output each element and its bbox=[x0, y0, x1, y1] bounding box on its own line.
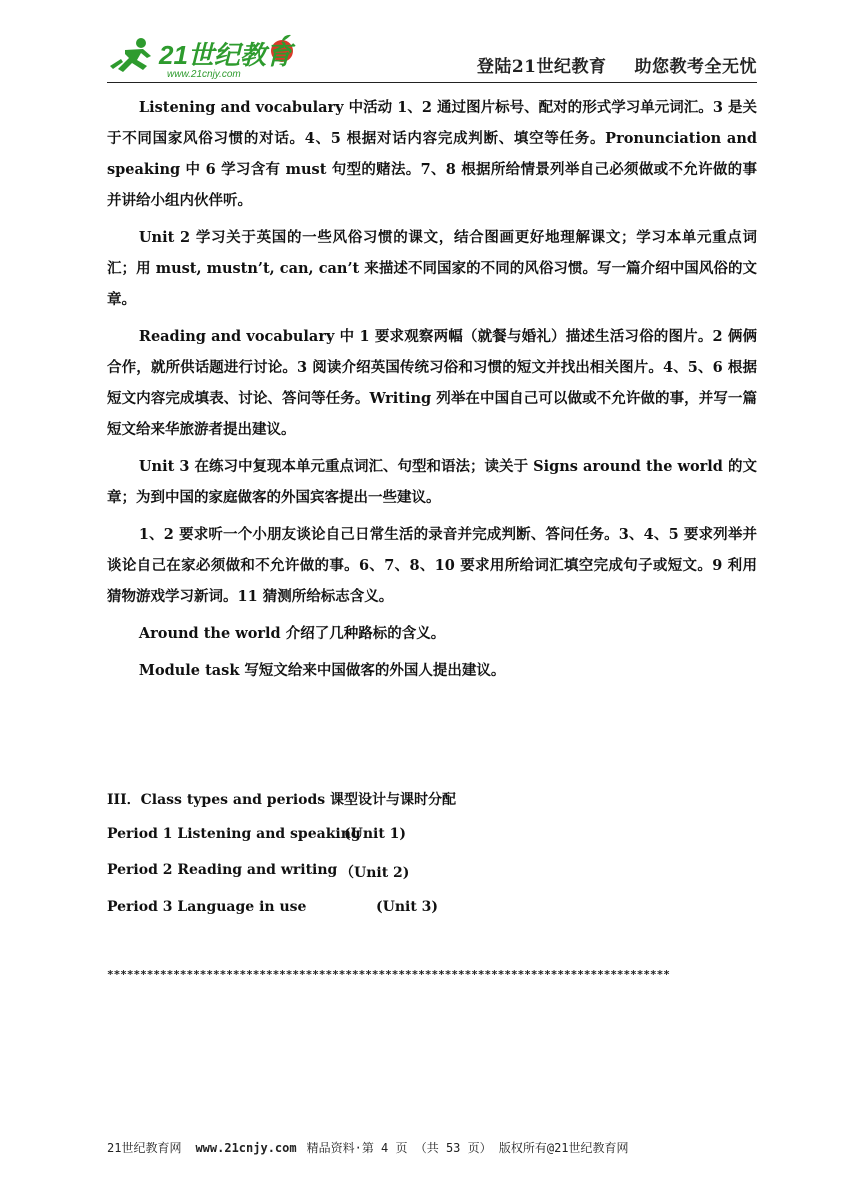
period-unit: (Unit 3) bbox=[376, 899, 439, 915]
paragraph-listening-vocabulary: Listening and vocabulary 中活动 1、2 通过图片标号、配对的形式学习单元词汇。3 是关于不同国家风俗习惯的对话。4、5 根据对话内容完成判断、填空等任务。Pronunciation and speaking 中 6 学习含有 must 句型的赌法。7、8 根据所给情景列举自己必须做或不允许做的事并讲给小组内伙伴听。 bbox=[107, 99, 757, 209]
footer-site-name: 21世纪教育网 bbox=[107, 1141, 182, 1155]
module-description bbox=[107, 92, 757, 692]
paragraph-module-task: Module task 写短文给来中国做客的外国人提出建议。 bbox=[138, 662, 506, 679]
paragraph-around-the-world: Around the world 介绍了几种路标的含义。 bbox=[138, 625, 446, 642]
section-heading: III．Class types and periods 课型设计与课时分配 bbox=[107, 792, 457, 808]
paragraph-unit-2: Unit 2 学习关于英国的一些风俗习惯的课文，结合图画更好地理解课文；学习本单元重点词汇；用 must, mustn’t, can, can’t 来描述不同国家的不同的风俗习惯。写一篇介绍中国风俗的文章。 bbox=[107, 229, 757, 308]
period-row bbox=[107, 899, 757, 915]
slogan-login: 登陆21世纪教育 bbox=[476, 57, 607, 77]
running-figure-icon bbox=[110, 38, 151, 72]
page-footer bbox=[107, 1139, 629, 1156]
period-row bbox=[107, 862, 757, 881]
period-name: Period 3 Language in use bbox=[107, 899, 307, 915]
header-slogan bbox=[477, 52, 757, 77]
period-name: Period 2 Reading and writing bbox=[107, 862, 338, 878]
footer-url: www.21cnjy.com bbox=[195, 1141, 297, 1155]
period-row bbox=[107, 826, 757, 842]
period-unit: (Unit 1) bbox=[344, 826, 407, 842]
page-header bbox=[107, 30, 757, 83]
svg-text:www.21cnjy.com: www.21cnjy.com bbox=[167, 69, 241, 80]
paragraph-activities: 1、2 要求听一个小朋友谈论自己日常生活的录音并完成判断、答问任务。3、4、5 要求列举并谈论自己在家必须做和不允许做的事。6、7、8、10 要求用所给词汇填空完成句子或短文。9 利用猜物游戏学习新词。11 猜测所给标志含义。 bbox=[107, 526, 757, 605]
site-logo bbox=[107, 32, 307, 80]
period-name: Period 1 Listening and speaking bbox=[107, 826, 361, 842]
period-unit: （Unit 2) bbox=[340, 865, 410, 881]
paragraph-unit-3: Unit 3 在练习中复现本单元重点词汇、句型和语法；读关于 Signs around the world 的文章；为到中国的家庭做客的外国宾客提出一些建议。 bbox=[107, 458, 757, 506]
logo-graphic bbox=[107, 32, 307, 80]
paragraph-reading-vocabulary: Reading and vocabulary 中 1 要求观察两幅（就餐与婚礼）描述生活习俗的图片。2 俩俩合作，就所供话题进行讨论。3 阅读介绍英国传统习俗和习惯的短文并找出相关图片。4、5、6 根据短文内容完成填表、讨论、答问等任务。Writing 列举在中国自己可以做或不允许做的事，并写一篇短文给来华旅游者提出建议。 bbox=[107, 328, 757, 438]
svg-text:21世纪教育: 21世纪教育 bbox=[159, 40, 292, 70]
slogan-help: 助您教考全无忧 bbox=[634, 57, 757, 77]
separator-line: ************************************************************************************* bbox=[107, 968, 670, 981]
footer-page-info: 精品资料·第 4 页 （共 53 页） 版权所有@21世纪教育网 bbox=[306, 1141, 629, 1155]
